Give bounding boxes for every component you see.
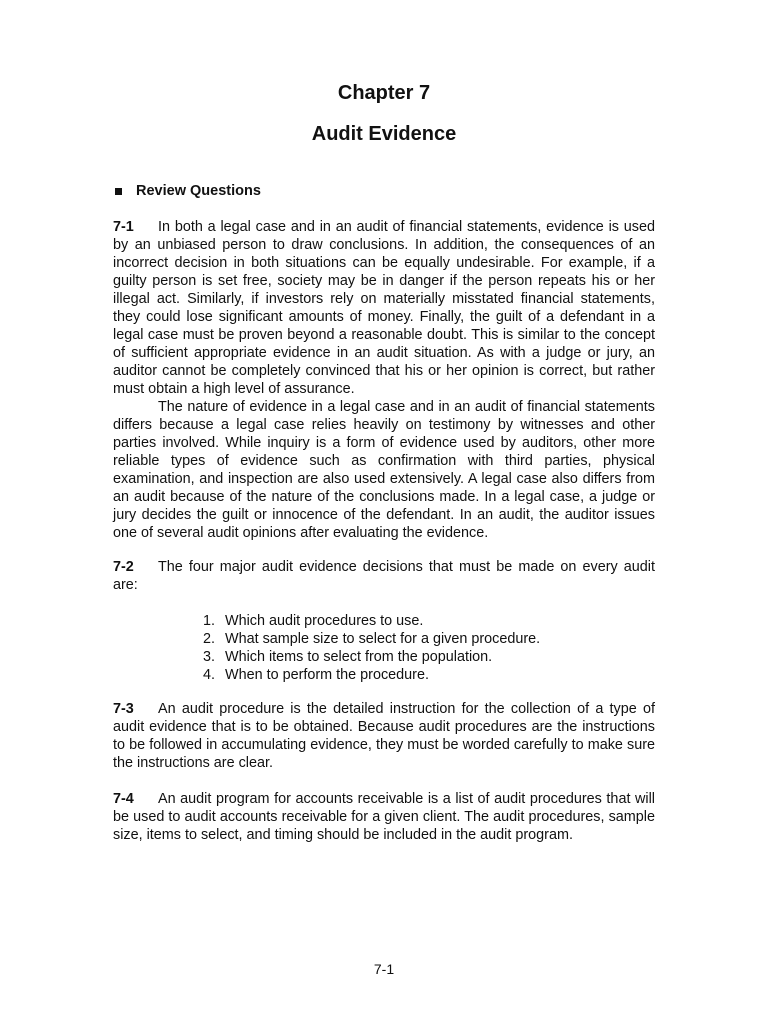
- list-item: [203, 648, 655, 666]
- list-item-text: What sample size to select for a given procedure.: [225, 631, 541, 647]
- question-number: 7-2: [113, 559, 134, 575]
- list-item-number: 1.: [203, 613, 216, 629]
- question-7-4: [113, 790, 655, 844]
- answer-text: An audit program for accounts receivable is a list of audit procedures that will be used to audit accounts receivable for a given client. The audit procedures, sample size, items to select, and timing should be included in the audit program.: [113, 791, 655, 843]
- question-7-2: [113, 558, 655, 684]
- section-heading-label: Review Questions: [136, 183, 261, 199]
- question-paragraph: [113, 700, 655, 772]
- list-item-text: When to perform the procedure.: [225, 667, 429, 683]
- chapter-title: Chapter 7: [337, 82, 431, 104]
- list-item-text: Which items to select from the population.: [225, 649, 493, 665]
- list-item: [203, 630, 655, 648]
- answer-text: An audit procedure is the detailed instruction for the collection of a type of audit evidence that is to be obtained. Because audit procedures are the instructions to be followed in accumulating evidence, they must be worded carefully to make sure the instructions are clear.: [113, 701, 655, 771]
- question-paragraph: [113, 558, 655, 594]
- question-paragraph: [113, 790, 655, 844]
- page-number: 7-1: [373, 961, 395, 977]
- audit-decisions-list: [113, 612, 655, 684]
- question-number: 7-4: [113, 791, 134, 807]
- question-7-3: [113, 700, 655, 772]
- list-item: [203, 612, 655, 630]
- question-7-1: [113, 218, 655, 542]
- list-item-number: 3.: [203, 649, 216, 665]
- section-heading: [115, 183, 261, 199]
- answer-text: The four major audit evidence decisions that must be made on every audit are:: [113, 559, 655, 593]
- question-number: 7-3: [113, 701, 134, 717]
- question-number: 7-1: [113, 219, 134, 235]
- square-bullet-icon: [115, 188, 122, 195]
- list-item-text: Which audit procedures to use.: [225, 613, 424, 629]
- answer-text: In both a legal case and in an audit of financial statements, evidence is used by an unbiased person to draw conclusions. In addition, the consequences of an incorrect decision in both situations can be equally undesirable. For example, if a guilty person is set free, society may be in danger if the person repeats his or her illegal act. Similarly, if investors rely on materially misstated financial statements, they could lose significant amounts of money. Finally, the guilt of a defendant in a legal case must be proven beyond a reasonable doubt. This is similar to the concept of sufficient appropriate evidence in an audit situation. As with a judge or jury, an auditor cannot be completely convinced that his or her opinion is correct, but rather must obtain a high level of assurance.: [113, 219, 655, 397]
- list-item-number: 2.: [203, 631, 216, 647]
- chapter-subtitle: Audit Evidence: [311, 123, 457, 145]
- list-item-number: 4.: [203, 667, 216, 683]
- question-paragraph: [113, 218, 655, 398]
- answer-text: The nature of evidence in a legal case and in an audit of financial statements differs because a legal case relies heavily on testimony by witnesses and other parties involved. While inquiry is a form of evidence used by auditors, other more reliable types of evidence such as confirmation with third parties, physical examination, and inspection are also used extensively. A legal case also differs from an audit because of the nature of the conclusions made. In a legal case, a judge or jury decides the guilt or innocence of the defendant. In an audit, the auditor issues one of several audit opinions after evaluating the evidence.: [113, 399, 655, 541]
- list-item: [203, 666, 655, 684]
